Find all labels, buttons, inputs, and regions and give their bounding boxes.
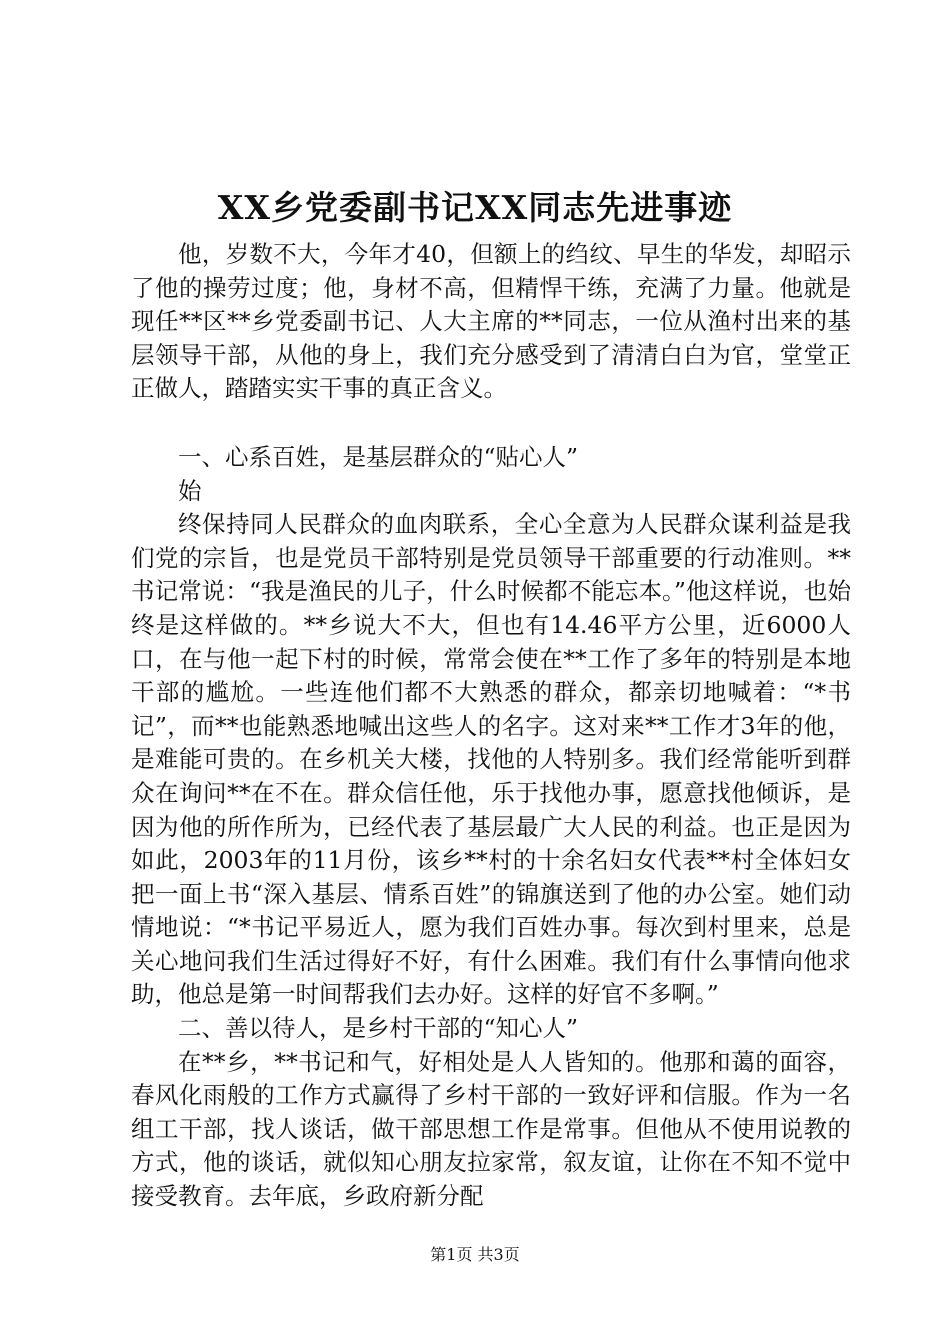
section-1-heading: 一、心系百姓，是基层群众的“贴心人” [178, 442, 579, 471]
section-1-paragraph: 终保持同人民群众的血肉联系，全心全意为人民群众谋利益是我们党的宗旨，也是党员干部特别是党员领导干部重要的行动准则。**书记常说：“我是渔民的儿子，什么时候都不能忘本。”他这样说，也始终是这样做的。**乡说大不大，但也有14.46平方公里，近6000人口，在与他一起下村的时候，常常会使在**工作了多年的特别是本地干部的尴尬。一些连他们都不大熟悉的群众，都亲切地喊着：“*书记”，而**也能熟悉地喊出这些人的名字。这对来**工作才3年的他，是难能可贵的。在乡机关大楼，找他的人特别多。我们经常能听到群众在询问**在不在。群众信任他，乐于找他办事，愿意找他倾诉，是因为他的所作所为，已经代表了基层最广大人民的利益。也正是因为如此，2003年的11月份，该乡**村的十余名妇女代表**村全体妇女把一面上书“深入基层、情系百姓”的锦旗送到了他的办公室。她们动情地说：“*书记平易近人，愿为我们百姓办事。每次到村里来，总是关心地问我们生活过得好不好，有什么困难。我们有什么事情向他求助，他总是第一时间帮我们去办好。这样的好官不多啊。” [131, 510, 851, 1009]
section-2-heading: 二、善以待人，是乡村干部的“知心人” [178, 1014, 579, 1043]
section-1-lead-char: 始 [178, 476, 202, 505]
section-2-paragraph: 在**乡，**书记和气，好相处是人人皆知的。他那和蔼的面容，春风化雨般的工作方式赢得了乡村干部的一致好评和信服。作为一名组工干部，找人谈话，做干部思想工作是常事。但他从不使用说教的方式，他的谈话，就似知心朋友拉家常，叙友谊，让你在不知不觉中接受教育。去年底，乡政府新分配 [131, 1047, 851, 1211]
intro-paragraph: 他，岁数不大，今年才40，但额上的绉纹、早生的华发，却昭示了他的操劳过度；他，身材不高，但精悍干练，充满了力量。他就是现任**区**乡党委副书记、人大主席的**同志，一位从渔村出来的基层领导干部，从他的身上，我们充分感受到了清清白白为官，堂堂正正做人，踏踏实实干事的真正含义。 [131, 240, 851, 403]
document-body [131, 238, 851, 1214]
document-title: XX乡党委副书记XX同志先进事迹 [217, 188, 733, 227]
paragraph-gap [131, 406, 851, 441]
page-number-footer: 第1页 共3页 [430, 1245, 520, 1264]
